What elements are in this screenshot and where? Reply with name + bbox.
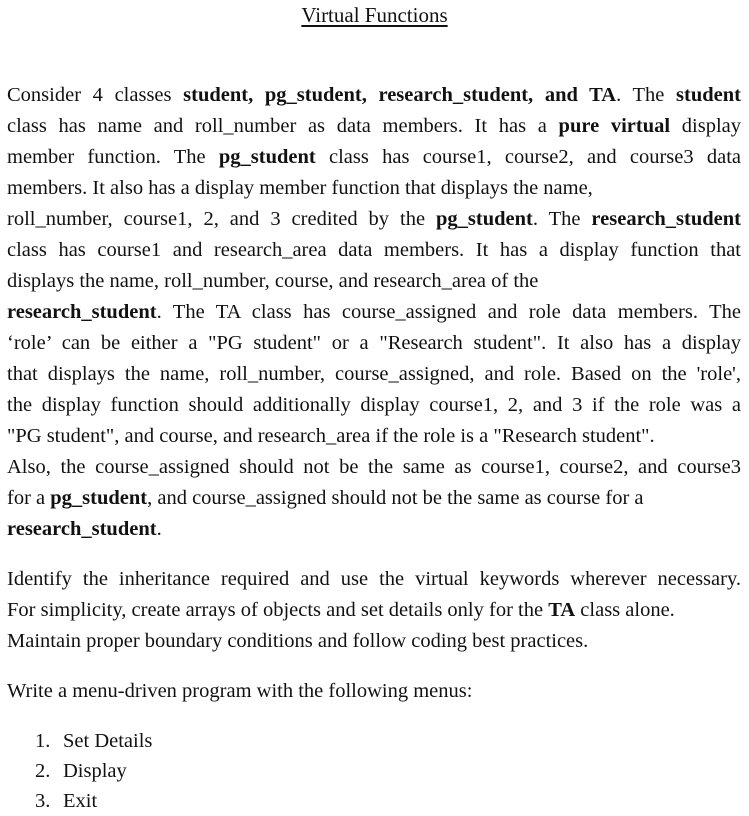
text-run: members. It also has a display member function that displays the name,: [7, 177, 593, 199]
text-run: "PG student", and course, and research_area if the role is a "Research student".: [7, 425, 655, 447]
menu-item: [7, 726, 741, 756]
text-run: Consider 4 classes: [7, 84, 184, 106]
menu-item: [7, 786, 741, 816]
text-run: for a: [7, 487, 51, 509]
menu-list: [7, 726, 741, 816]
menu-label: Display: [63, 760, 127, 782]
text-line: [7, 359, 741, 390]
text-run: Also, the course_assigned should not be the same as course1, course2, and course3: [7, 456, 741, 478]
paragraph: [7, 676, 741, 707]
text-run: member function. The: [7, 146, 219, 168]
text-line: [7, 676, 741, 707]
text-line: [7, 266, 741, 297]
text-run: class has course1, course2, and course3 data: [315, 146, 741, 168]
text-run: Write a menu-driven program with the following menus:: [7, 680, 473, 702]
text-line: [7, 564, 741, 595]
bold-text: pure virtual: [558, 115, 671, 137]
text-run: .: [156, 518, 162, 540]
text-run: roll_number, course1, 2, and 3 credited by the: [7, 208, 437, 230]
menu-number: 3.: [35, 790, 51, 812]
text-run: . The: [616, 84, 677, 106]
bold-text: research_student: [7, 518, 157, 540]
document-title: [0, 0, 749, 30]
text-line: [7, 452, 741, 483]
menu-number: 2.: [35, 760, 51, 782]
text-run: For simplicity, create arrays of objects and set details only for the: [7, 599, 549, 621]
text-line: [7, 111, 741, 142]
text-line: [7, 142, 741, 173]
bold-text: student: [676, 84, 741, 106]
menu-number: 1.: [35, 730, 51, 752]
bold-text: research_student: [591, 208, 741, 230]
paragraphs: [7, 80, 741, 707]
text-line: [7, 297, 741, 328]
text-run: displays the name, roll_number, course, and research_area of the: [7, 270, 539, 292]
text-line: [7, 328, 741, 359]
text-run: display: [670, 115, 741, 137]
text-run: that displays the name, roll_number, course_assigned, and role. Based on the 'role',: [7, 363, 741, 385]
bold-text: research_student: [7, 301, 157, 323]
text-run: the display function should additionally display course1, 2, and 3 if the role was a: [7, 394, 741, 416]
title-text: Virtual Functions: [301, 3, 448, 27]
text-line: [7, 204, 741, 235]
bold-text: pg_student: [218, 146, 316, 168]
text-run: . The TA class has course_assigned and role data members. The: [156, 301, 741, 323]
menu-label: Set Details: [63, 730, 153, 752]
document-body: [7, 80, 741, 816]
bold-text: pg_student: [436, 208, 533, 230]
text-line: [7, 421, 741, 452]
menu-item: [7, 756, 741, 786]
text-line: [7, 80, 741, 111]
text-run: Maintain proper boundary conditions and follow coding best practices.: [7, 630, 589, 652]
text-run: , and course_assigned should not be the same as course for a: [147, 487, 644, 509]
text-run: Identify the inheritance required and use the virtual keywords wherever necessary.: [7, 568, 741, 590]
bold-text: pg_student: [50, 487, 148, 509]
text-run: class has course1 and research_area data members. It has a display function that: [7, 239, 741, 261]
bold-text: student, pg_student, research_student, and TA: [183, 84, 617, 106]
paragraph: [7, 80, 741, 545]
paragraph: [7, 564, 741, 657]
bold-text: TA: [548, 599, 576, 621]
text-line: [7, 390, 741, 421]
menu-label: Exit: [63, 790, 98, 812]
text-line: [7, 595, 741, 626]
text-run: class has name and roll_number as data members. It has a: [7, 115, 559, 137]
text-run: class alone.: [575, 599, 675, 621]
text-line: [7, 235, 741, 266]
text-run: ‘role’ can be either a "PG student" or a "Research student". It also has a display: [7, 332, 741, 354]
text-line: [7, 514, 741, 545]
text-line: [7, 626, 741, 657]
text-line: [7, 483, 741, 514]
text-run: . The: [532, 208, 592, 230]
text-line: [7, 173, 741, 204]
